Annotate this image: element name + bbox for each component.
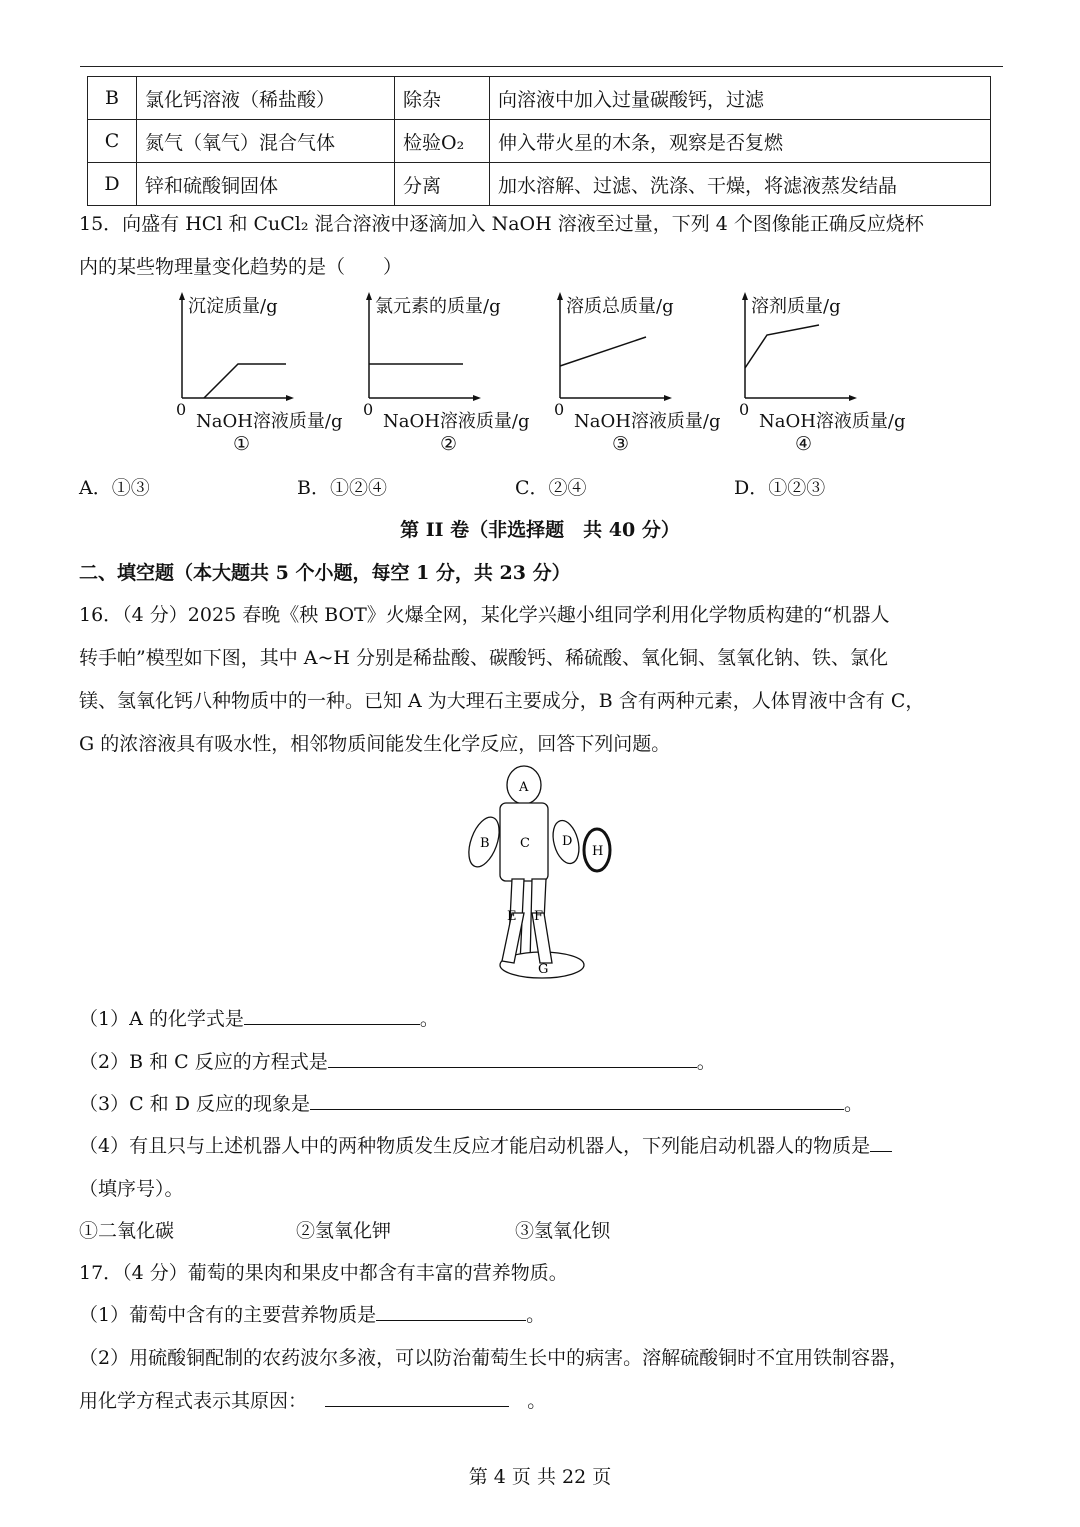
robot-label-g: G bbox=[538, 962, 549, 977]
graph-4 bbox=[733, 290, 943, 460]
q16-sub2 bbox=[79, 1047, 716, 1074]
q15-stem-line1: 15．向盛有 HCl 和 CuCl₂ 混合溶液中逐滴加入 NaOH 溶液至过量，下列 4 个图像能正确反应烧杯 bbox=[79, 213, 924, 235]
graph-1-number: ① bbox=[233, 433, 251, 455]
graph-3-xlabel: NaOH溶液质量/g bbox=[574, 411, 721, 432]
q16-option-2: ②氢氧化钾 bbox=[296, 1220, 392, 1242]
period: 。 bbox=[843, 1093, 863, 1115]
graph-2-ylabel: 氯元素的质量/g bbox=[375, 296, 501, 317]
answer-blank[interactable] bbox=[328, 1049, 697, 1068]
section-heading: 二、填空题（本大题共 5 个小题，每空 1 分，共 23 分） bbox=[79, 562, 571, 584]
period: 。 bbox=[419, 1008, 439, 1030]
robot-label-c: C bbox=[520, 836, 530, 851]
table-row bbox=[88, 163, 991, 206]
robot-label-e: E bbox=[507, 909, 517, 924]
graph-1-ylabel: 沉淀质量/g bbox=[188, 296, 278, 317]
robot-label-a: A bbox=[519, 780, 529, 795]
answer-blank[interactable] bbox=[244, 1006, 420, 1025]
graph-3 bbox=[548, 290, 758, 460]
graph-2 bbox=[357, 290, 567, 460]
q16-sub4-line2: （填序号）。 bbox=[79, 1178, 184, 1200]
answer-blank[interactable] bbox=[870, 1133, 892, 1152]
graph-4-origin: 0 bbox=[739, 400, 750, 419]
period: 。 bbox=[696, 1051, 716, 1073]
q16-line2: 转手帕”模型如下图，其中 A~H 分别是稀盐酸、碳酸钙、稀硫酸、氧化铜、氢氧化钠、铁、氯化 bbox=[79, 647, 889, 669]
graph-4-xlabel: NaOH溶液质量/g bbox=[759, 411, 906, 432]
robot-label-f: F bbox=[534, 909, 544, 924]
row-purpose: 分离 bbox=[395, 163, 490, 206]
graph-4-ylabel: 溶剂质量/g bbox=[751, 296, 841, 317]
robot-label-h: H bbox=[592, 844, 604, 859]
robot-diagram bbox=[462, 763, 622, 988]
row-purpose: 除杂 bbox=[395, 77, 490, 120]
choice-c: C．②④ bbox=[515, 477, 587, 499]
row-substance: 氮气（氧气）混合气体 bbox=[137, 120, 395, 163]
row-substance: 氯化钙溶液（稀盐酸） bbox=[137, 77, 395, 120]
q16-option-3: ③氢氧化钡 bbox=[515, 1220, 611, 1242]
graph-1-xlabel: NaOH溶液质量/g bbox=[196, 411, 343, 432]
q17-sub2-line1: （2）用硫酸铜配制的农药波尔多液，可以防治葡萄生长中的病害。溶解硫酸铜时不宜用铁制容器， bbox=[79, 1347, 909, 1369]
graph-1-curve bbox=[204, 364, 286, 398]
page-footer: 第 4 页 共 22 页 bbox=[468, 1466, 612, 1488]
q17-sub1 bbox=[79, 1300, 545, 1327]
q16-line3: 镁、氢氧化钙八种物质中的一种。已知 A 为大理石主要成分，B 含有两种元素，人体胃液中含有 C， bbox=[79, 690, 925, 712]
graph-4-number: ④ bbox=[795, 433, 813, 455]
table-row bbox=[88, 77, 991, 120]
row-method: 加水溶解、过滤、洗涤、干燥，将滤液蒸发结晶 bbox=[490, 163, 991, 206]
q16-sub3 bbox=[79, 1089, 863, 1116]
graph-1 bbox=[170, 290, 380, 460]
choice-d: D．①②③ bbox=[734, 477, 826, 499]
graph-2-xlabel: NaOH溶液质量/g bbox=[383, 411, 530, 432]
q16-sub1 bbox=[79, 1004, 439, 1031]
robot-label-d: D bbox=[562, 834, 573, 849]
graph-3-curve bbox=[560, 337, 646, 366]
q16-sub2-text: （2）B 和 C 反应的方程式是 bbox=[79, 1051, 328, 1073]
graph-4-curve bbox=[745, 325, 819, 368]
section-title: 第 II 卷（非选择题 共 40 分） bbox=[400, 519, 680, 541]
period: 。 bbox=[526, 1304, 546, 1326]
row-method: 伸入带火星的木条，观察是否复燃 bbox=[490, 120, 991, 163]
q16-sub4 bbox=[79, 1131, 892, 1158]
answer-blank[interactable] bbox=[325, 1388, 509, 1407]
robot-figure bbox=[462, 763, 622, 983]
graph-2-number: ② bbox=[440, 433, 458, 455]
graph-3-ylabel: 溶质总质量/g bbox=[566, 296, 674, 317]
row-method: 向溶液中加入过量碳酸钙，过滤 bbox=[490, 77, 991, 120]
graph-3-origin: 0 bbox=[554, 400, 565, 419]
q16-line1: 16．（4 分）2025 春晚《秧 BOT》火爆全网，某化学兴趣小组同学利用化学物质构建的“机器人 bbox=[79, 604, 890, 626]
options-table bbox=[87, 76, 991, 206]
row-purpose: 检验O₂ bbox=[395, 120, 490, 163]
graph-3-number: ③ bbox=[612, 433, 630, 455]
answer-blank[interactable] bbox=[310, 1091, 844, 1110]
q17-sub1-text: （1）葡萄中含有的主要营养物质是 bbox=[79, 1304, 377, 1326]
q16-sub1-text: （1）A 的化学式是 bbox=[79, 1008, 244, 1030]
q17-sub2 bbox=[79, 1386, 546, 1413]
choice-b: B．①②④ bbox=[297, 477, 387, 499]
choice-a: A．①③ bbox=[79, 477, 150, 499]
q16-sub3-text: （3）C 和 D 反应的现象是 bbox=[79, 1093, 310, 1115]
row-letter: B bbox=[88, 77, 137, 120]
q16-line4: G 的浓溶液具有吸水性，相邻物质间能发生化学反应，回答下列问题。 bbox=[79, 733, 671, 755]
q16-sub4-text: （4）有且只与上述机器人中的两种物质发生反应才能启动机器人，下列能启动机器人的物质是 bbox=[79, 1135, 871, 1157]
row-letter: C bbox=[88, 120, 137, 163]
top-rule bbox=[80, 66, 1003, 67]
period: 。 bbox=[527, 1390, 547, 1412]
q16-option-1: ①二氧化碳 bbox=[79, 1220, 175, 1242]
row-letter: D bbox=[88, 163, 137, 206]
table-row bbox=[88, 120, 991, 163]
graph-1-origin: 0 bbox=[176, 400, 187, 419]
q17-sub2-text: 用化学方程式表示其原因： bbox=[79, 1390, 308, 1412]
graph-2-origin: 0 bbox=[363, 400, 374, 419]
robot-label-b: B bbox=[480, 836, 490, 851]
answer-blank[interactable] bbox=[376, 1302, 526, 1321]
q15-stem-line2: 内的某些物理量变化趋势的是（ ） bbox=[79, 256, 403, 278]
row-substance: 锌和硫酸铜固体 bbox=[137, 163, 395, 206]
q17-line1: 17．（4 分）葡萄的果肉和果皮中都含有丰富的营养物质。 bbox=[79, 1262, 568, 1284]
